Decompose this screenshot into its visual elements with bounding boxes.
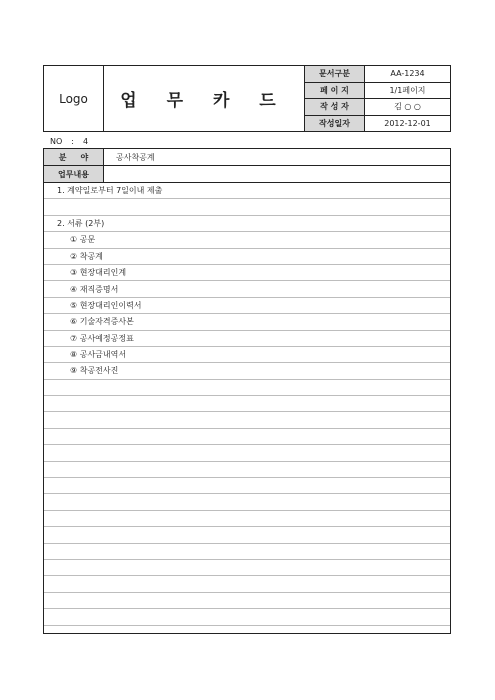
category-row	[44, 149, 450, 166]
content-line[interactable]	[44, 560, 450, 576]
content-line[interactable]	[44, 396, 450, 412]
content-line[interactable]	[44, 445, 450, 461]
number-label: NO	[50, 136, 63, 146]
meta-label: 문서구분	[305, 66, 365, 82]
content-value[interactable]	[104, 166, 450, 182]
content-line[interactable]: ⑦ 공사예정공정표	[44, 331, 450, 347]
meta-value: 1/1페이지	[389, 85, 426, 95]
meta-value: 김 ○ ○	[394, 102, 421, 112]
content-line[interactable]	[44, 576, 450, 592]
document-header	[43, 65, 451, 132]
content-line[interactable]: ③ 현장대리인계	[44, 265, 450, 281]
content-line[interactable]: 2. 서류 (2부)	[44, 216, 450, 232]
page-title: 업 무 카 드	[104, 66, 305, 131]
meta-label: 작 성 자	[305, 99, 365, 115]
meta-label: 페 이 지	[305, 83, 365, 99]
meta-value: 2012-12-01	[384, 118, 431, 128]
content-line[interactable]: 1. 계약일로부터 7일이내 제출	[44, 183, 450, 199]
content-row	[44, 166, 450, 183]
meta-value: AA-1234	[390, 69, 425, 79]
content-line[interactable]: ⑥ 기술자격증사본	[44, 314, 450, 330]
content-line[interactable]: ⑤ 현장대리인이력서	[44, 298, 450, 314]
content-line[interactable]	[44, 527, 450, 543]
number-separator: :	[71, 136, 74, 146]
content-line[interactable]	[44, 494, 450, 510]
category-label: 분 야	[44, 149, 104, 165]
content-label: 업무내용	[44, 166, 104, 182]
content-line[interactable]	[44, 544, 450, 560]
category-value[interactable]: 공사착공계	[116, 152, 155, 162]
meta-label: 작성일자	[305, 116, 365, 132]
logo: Logo	[44, 66, 104, 131]
content-line[interactable]	[44, 593, 450, 609]
number-line	[50, 135, 88, 147]
meta-table	[305, 66, 450, 131]
meta-row-page	[305, 83, 450, 100]
number-value: 4	[82, 136, 89, 146]
content-line[interactable]	[44, 462, 450, 478]
card-body	[43, 148, 451, 634]
content-line[interactable]: ② 착공계	[44, 249, 450, 265]
content-lines	[44, 183, 450, 634]
meta-row-author	[305, 99, 450, 116]
content-line[interactable]: ① 공문	[44, 232, 450, 248]
content-line[interactable]	[44, 609, 450, 625]
content-line[interactable]: ④ 재직증명서	[44, 281, 450, 297]
content-line[interactable]	[44, 511, 450, 527]
content-line[interactable]	[44, 412, 450, 428]
content-line[interactable]	[44, 429, 450, 445]
content-line[interactable]	[44, 199, 450, 215]
content-line[interactable]	[44, 626, 450, 634]
meta-row-doc-type	[305, 66, 450, 83]
content-line[interactable]	[44, 478, 450, 494]
content-line[interactable]: ⑧ 공사금내역서	[44, 347, 450, 363]
meta-row-date	[305, 116, 450, 132]
content-line[interactable]	[44, 380, 450, 396]
content-line[interactable]: ⑨ 착공전사진	[44, 363, 450, 379]
